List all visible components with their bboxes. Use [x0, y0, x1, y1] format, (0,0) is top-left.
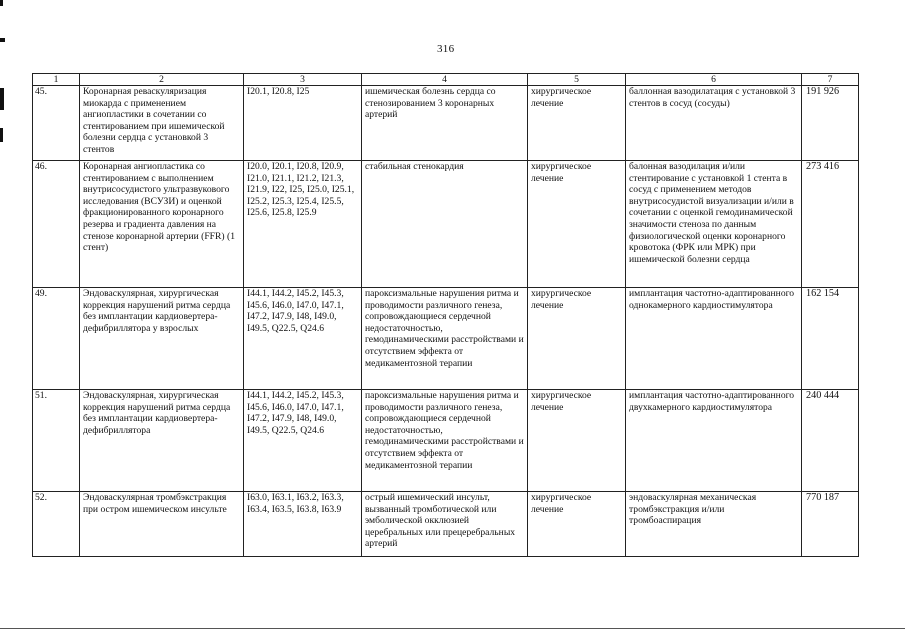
- icd-codes: I20.0, I20.1, I20.8, I20.9, I21.0, I21.1, I21.2, I21.3, I21.9, I22, I25, I25.0, I25.1, I25.2, I25.3, I25.4, I25.5, I25.6, I25.8, I25.9: [244, 161, 362, 288]
- table-row: [33, 288, 859, 390]
- table-row: [33, 161, 859, 288]
- column-header: 3: [244, 74, 362, 86]
- patient-model: стабильная стенокардия: [362, 161, 528, 288]
- row-number: 52.: [33, 492, 80, 557]
- patient-model: острый ишемический инсульт, вызванный тромботической или эмболической окклюзией церебральных или прецеребральных артерий: [362, 492, 528, 557]
- row-number: 51.: [33, 390, 80, 492]
- treatment-type: хирургическое лечение: [528, 86, 626, 161]
- patient-model: ишемическая болезнь сердца со стенозированием 3 коронарных артерий: [362, 86, 528, 161]
- table-header-row: [33, 74, 859, 86]
- table-row: [33, 492, 859, 557]
- icd-codes: I63.0, I63.1, I63.2, I63.3, I63.4, I63.5, I63.8, I63.9: [244, 492, 362, 557]
- procedure-name: Коронарная реваскуляризация миокарда с применением ангиопластики в сочетании со стентированием при ишемической болезни сердца с установкой 3 стентов: [80, 86, 244, 161]
- procedure-name: Коронарная ангиопластика со стентированием с выполнением внутрисосудистого ультразвукового исследования (ВСУЗИ) и оценкой фракционированного коронарного резерва и градиента давления на стенозе коронарной артерии (FFR) (1 стент): [80, 161, 244, 288]
- column-header: 2: [80, 74, 244, 86]
- table-row: [33, 390, 859, 492]
- cost-value: 191 926: [802, 86, 859, 161]
- row-number: 45.: [33, 86, 80, 161]
- patient-model: пароксизмальные нарушения ритма и проводимости различного генеза, сопровождающиеся сердечной недостаточностью, гемодинамическими расстройствами и отсутствием эффекта от медикаментозной терапии: [362, 288, 528, 390]
- treatment-method: балонная вазодилация и/или стентирование с установкой 1 стента в сосуд с применением методов внутрисосудистой визуализации и/или в сочетании с оценкой гемодинамической значимости стеноза по данным физиологической оценки коронарного кровотока (ФРК или МРК) при ишемической болезни сердца: [626, 161, 802, 288]
- cost-value: 162 154: [802, 288, 859, 390]
- column-header: 7: [802, 74, 859, 86]
- treatment-method: эндоваскулярная механическая тромбэкстракция и/или тромбоаспирация: [626, 492, 802, 557]
- icd-codes: I44.1, I44.2, I45.2, I45.3, I45.6, I46.0, I47.0, I47.1, I47.2, I47.9, I48, I49.0, I49.5, Q22.5, Q24.6: [244, 288, 362, 390]
- cost-value: 770 187: [802, 492, 859, 557]
- procedure-name: Эндоваскулярная, хирургическая коррекция нарушений ритма сердца без имплантации кардиовертера-дефибриллятора: [80, 390, 244, 492]
- treatment-type: хирургическое лечение: [528, 390, 626, 492]
- column-header: 1: [33, 74, 80, 86]
- column-header: 5: [528, 74, 626, 86]
- treatment-type: хирургическое лечение: [528, 161, 626, 288]
- treatment-method: баллонная вазодилатация с установкой 3 стентов в сосуд (сосуды): [626, 86, 802, 161]
- icd-codes: I44.1, I44.2, I45.2, I45.3, I45.6, I46.0, I47.0, I47.1, I47.2, I47.9, I48, I49.0, I49.5, Q22.5, Q24.6: [244, 390, 362, 492]
- column-header: 6: [626, 74, 802, 86]
- scan-bottom-edge: [0, 628, 905, 629]
- icd-codes: I20.1, I20.8, I25: [244, 86, 362, 161]
- treatment-type: хирургическое лечение: [528, 492, 626, 557]
- cost-value: 273 416: [802, 161, 859, 288]
- scan-edge-marks: [0, 0, 6, 640]
- treatment-method: имплантация частотно-адаптированного двухкамерного кардиостимулятора: [626, 390, 802, 492]
- cost-value: 240 444: [802, 390, 859, 492]
- row-number: 49.: [33, 288, 80, 390]
- procedures-table: [32, 73, 859, 557]
- procedure-name: Эндоваскулярная тромбэкстракция при остром ишемическом инсульте: [80, 492, 244, 557]
- row-number: 46.: [33, 161, 80, 288]
- table-row: [33, 86, 859, 161]
- treatment-type: хирургическое лечение: [528, 288, 626, 390]
- procedure-name: Эндоваскулярная, хирургическая коррекция нарушений ритма сердца без имплантации кардиовертера-дефибриллятора у взрослых: [80, 288, 244, 390]
- treatment-method: имплантация частотно-адаптированного однокамерного кардиостимулятора: [626, 288, 802, 390]
- page-number: 316: [437, 43, 455, 55]
- column-header: 4: [362, 74, 528, 86]
- patient-model: пароксизмальные нарушения ритма и проводимости различного генеза, сопровождающиеся сердечной недостаточностью, гемодинамическими расстройствами и отсутствием эффекта от медикаментозной терапии: [362, 390, 528, 492]
